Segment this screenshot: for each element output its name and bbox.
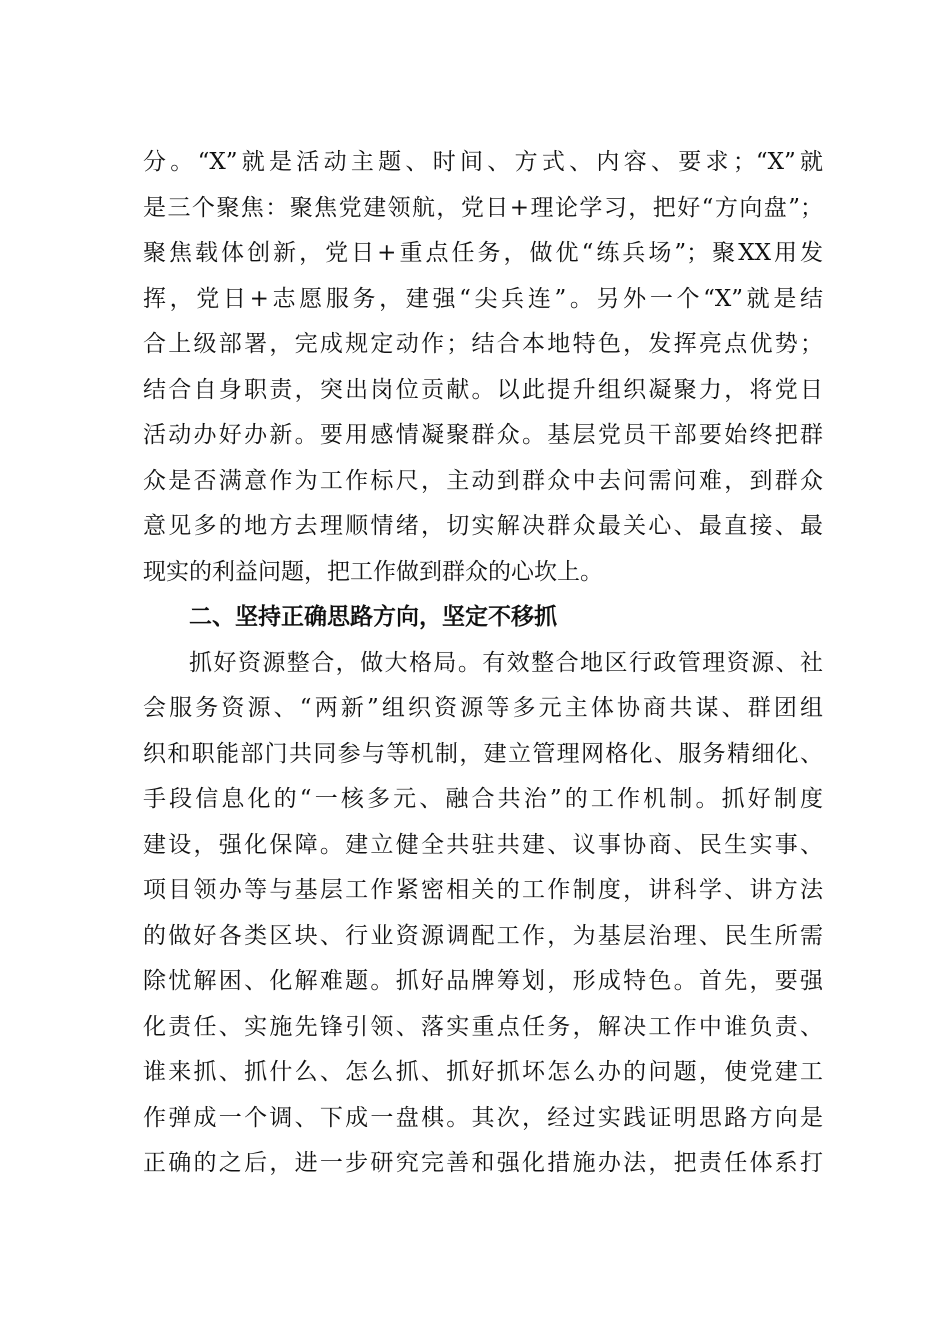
text-line: 聚焦载体创新，党日+重点任务，做优“练兵场”；聚XX用发 bbox=[143, 240, 823, 266]
text-line: 的做好各类区块、行业资源调配工作，为基层治理、民生所需 bbox=[143, 922, 823, 949]
section-heading: 二、坚持正确思路方向，坚定不移抓 bbox=[189, 604, 557, 630]
text-line: 会服务资源、“两新”组织资源等多元主体协商共谋、群团组 bbox=[143, 695, 823, 721]
text-line: 活动办好办新。要用感情凝聚群众。基层党员干部要始终把群 bbox=[143, 422, 823, 448]
text-line: 正确的之后，进一步研究完善和强化措施办法，把责任体系打 bbox=[143, 1150, 823, 1176]
text-line: 抓好资源整合，做大格局。有效整合地区行政管理资源、社 bbox=[189, 649, 823, 676]
text-line: 合上级部署，完成规定动作；结合本地特色，发挥亮点优势； bbox=[143, 331, 823, 357]
text-line: 现实的利益问题，把工作做到群众的心坎上。 bbox=[143, 558, 603, 585]
text-line: 作弹成一个调、下成一盘棋。其次，经过实践证明思路方向是 bbox=[143, 1104, 823, 1131]
text-line: 是三个聚焦：聚焦党建领航，党日+理论学习，把好“方向盘”； bbox=[143, 194, 823, 221]
text-line: 项目领办等与基层工作紧密相关的工作制度，讲科学、讲方法 bbox=[143, 877, 823, 903]
text-line: 除忧解困、化解难题。抓好品牌筹划，形成特色。首先，要强 bbox=[143, 968, 823, 994]
document-body bbox=[143, 140, 823, 1187]
text-line: 建设，强化保障。建立健全共驻共建、议事协商、民生实事、 bbox=[143, 831, 823, 858]
text-line: 分。“X”就是活动主题、时间、方式、内容、要求；“X”就 bbox=[143, 149, 823, 175]
text-line: 结合自身职责，突出岗位贡献。以此提升组织凝聚力，将党日 bbox=[143, 376, 823, 403]
text-line: 谁来抓、抓什么、怎么抓、抓好抓坏怎么办的问题，使党建工 bbox=[143, 1059, 823, 1085]
text-line: 众是否满意作为工作标尺，主动到群众中去问需问难，到群众 bbox=[143, 467, 823, 494]
text-line: 挥，党日+志愿服务，建强“尖兵连”。另外一个“X”就是结 bbox=[143, 285, 823, 312]
text-line: 织和职能部门共同参与等机制，建立管理网格化、服务精细化、 bbox=[143, 740, 823, 767]
text-line: 手段信息化的“一核多元、融合共治”的工作机制。抓好制度 bbox=[143, 786, 823, 812]
text-line: 化责任、实施先锋引领、落实重点任务，解决工作中谁负责、 bbox=[143, 1013, 823, 1040]
text-line: 意见多的地方去理顺情绪，切实解决群众最关心、最直接、最 bbox=[143, 513, 823, 539]
